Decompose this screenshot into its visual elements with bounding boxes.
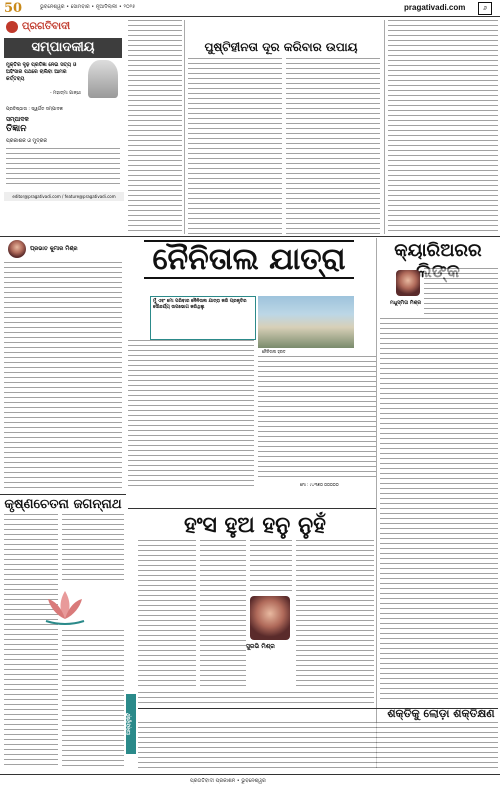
top-article-col-1 <box>188 58 282 234</box>
right-article-title: କ୍ୟାରିଅରର <box>394 240 482 261</box>
top-article-col-2 <box>286 58 380 234</box>
center-col-4 <box>296 540 374 688</box>
sidebar-label: ଅନ୍ୟଦୃଷ୍ଟି <box>126 694 136 754</box>
lotus-icon <box>40 585 90 627</box>
left-article-title: କୃଷ୍ଣଚେତନା ଜଗନ୍ନାଥ <box>4 497 122 512</box>
center-col-1 <box>138 540 196 688</box>
left-article-col-1 <box>4 514 58 768</box>
bottom-article-body <box>138 722 498 770</box>
brand-logo-icon <box>6 21 18 33</box>
right-article-intro <box>424 268 498 314</box>
bottom-article-title: ଶକ୍ତିକୁ ଲୋଡ଼ା ଶକ୍ତିକ୍ଷଣ <box>387 707 495 720</box>
founder-line: ପ୍ରତିଷ୍ଠାତା : ସ୍ୱର୍ଗତ ସମ୍ପାଦକ <box>6 107 63 112</box>
center-article-title: ହଂସ ହୁଅ ହନୁ ନୁହଁ <box>184 513 326 538</box>
top-right-column <box>388 20 498 234</box>
dateline: ଭୁବନେଶ୍ୱର • ସୋମବାର • ନୂଆଦିଲ୍ଲୀ • ୨୦୨୫ <box>40 4 136 10</box>
main-article-title <box>126 240 372 279</box>
center-col-3a <box>250 540 292 592</box>
editor-role: ପ୍ରକାଶକ ଓ ମୁଦ୍ରକ <box>6 138 48 144</box>
right-article-body <box>380 318 498 702</box>
author-name: ପ୍ରଭାତ କୁମାର ମିଶ୍ର <box>30 246 78 252</box>
main-title-text: ନୈନିତାଲ ଯାତ୍ରା <box>144 240 353 279</box>
divider <box>128 508 376 509</box>
column-rule <box>376 238 377 768</box>
author-avatar <box>8 240 26 258</box>
nainital-lake-photo <box>258 296 354 348</box>
column-rule <box>184 20 185 234</box>
editor-label: ସମ୍ପାଦକ <box>6 116 29 123</box>
center-col-2 <box>200 540 246 688</box>
center-author-name: ସୁରଭି ମିଶ୍ର <box>246 643 275 650</box>
quote-author: - ମହାତ୍ମା ଗାନ୍ଧୀ <box>50 91 81 96</box>
section-divider <box>0 236 500 237</box>
center-author-photo <box>250 596 290 640</box>
author-contact: ମୋ : ୯୪୩୭୦ ୦୦୦୦୦ <box>300 482 339 487</box>
main-article-col-3 <box>258 356 376 480</box>
editorial-details <box>6 148 120 188</box>
main-article-col-1 <box>4 262 122 492</box>
right-author-photo <box>396 270 420 296</box>
main-article-col-2 <box>128 340 254 490</box>
center-article-continuation <box>138 692 374 706</box>
divider <box>0 494 126 495</box>
boxed-note-text: ମୁଁ ଏବଂ ମୋ ପରିବାର ନୈନିତାଲ ଯାତ୍ରା କରି ପ୍ରକୃତିର ସୌନ୍ଦର୍ଯ୍ୟ ଉପଭୋଗ କରିଥିଲୁ <box>153 299 247 310</box>
section-banner: ସମ୍ପାଦକୀୟ <box>4 38 122 58</box>
editor-name: ତିଜ୍ଞାନ <box>6 124 27 134</box>
anniversary-logo: 50 <box>4 1 23 16</box>
editorial-box <box>0 18 126 214</box>
quote-text: ମୁକ୍ତିର ଦୃଢ଼ ପ୍ରତିଜ୍ଞା ନେଇ ସତ୍ୟ ଓ ଅହିଂସାର ପଥରେ ଚାଲିବା ଆମର କର୍ତ୍ତବ୍ୟ <box>6 62 77 82</box>
right-author-name: ମଧୁସ୍ମିତା ମିଶ୍ର <box>390 300 422 306</box>
editorial-column-1 <box>128 20 182 234</box>
editor-email[interactable]: editor@pragativadi.com / feature@pragativadi.com <box>4 192 124 201</box>
left-article-col-2a <box>62 514 124 584</box>
brand-name: ପ୍ରଗତିବାଦୀ <box>22 21 71 32</box>
top-headline: ପୁଷ୍ଟିହୀନତା ଦୂର କରିବାର ଉପାୟ <box>204 40 358 54</box>
website-url[interactable]: pragativadi.com <box>404 3 466 12</box>
gandhi-portrait <box>88 60 118 98</box>
left-article-col-2b <box>62 630 124 768</box>
column-rule <box>384 20 385 234</box>
photo-caption: ନୈନିତାଲ ହ୍ରଦ <box>262 349 286 354</box>
footer-text: ପ୍ରଗତିବାଦୀ ପ୍ରକାଶନ • ଭୁବନେଶ୍ୱର <box>190 778 266 784</box>
page-number: ୬ <box>478 2 492 15</box>
